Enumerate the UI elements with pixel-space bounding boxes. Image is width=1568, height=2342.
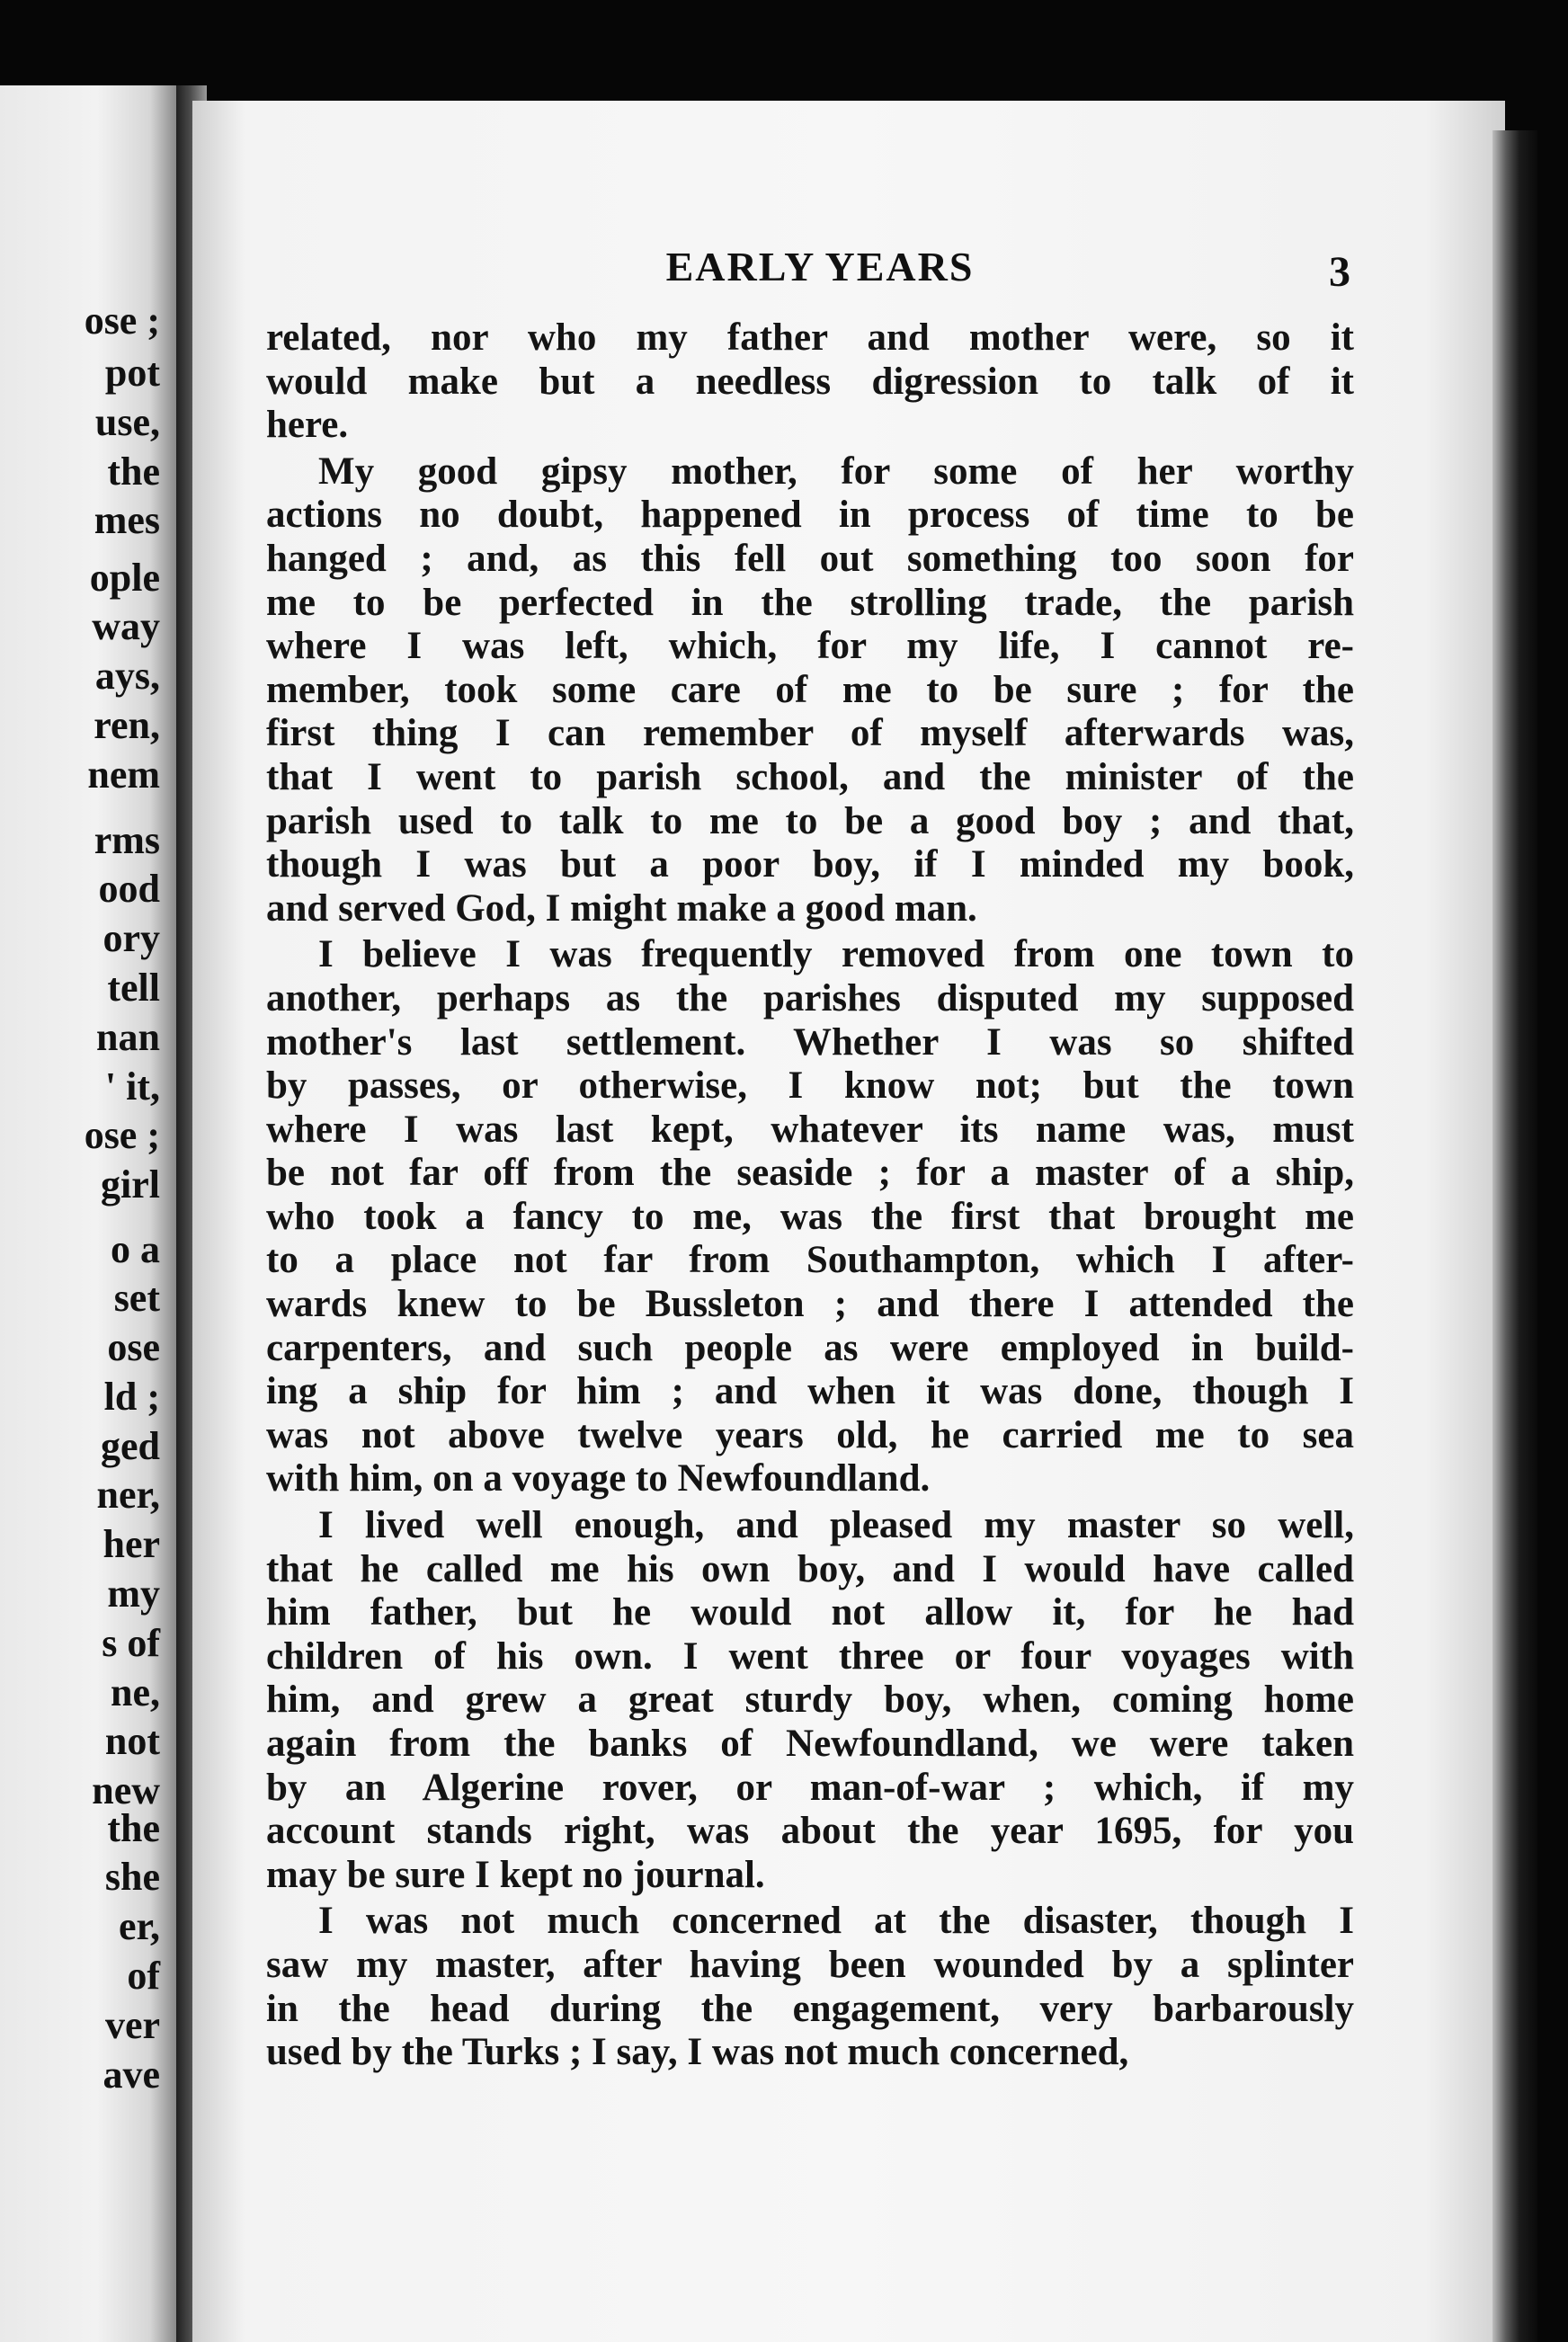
left-page-line: ays, — [94, 654, 160, 698]
text-line: him, and grew a great sturdy boy, when, coming home — [266, 1679, 1354, 1722]
text-line: with him, on a voyage to Newfoundland. — [266, 1457, 931, 1500]
left-page-line: o a — [111, 1227, 160, 1271]
left-page-line: pot — [104, 351, 160, 395]
left-page-line: mes — [94, 498, 160, 542]
text-line: here. — [266, 404, 349, 447]
text-line: wards knew to be Bussleton ; and there I attended the — [266, 1283, 1354, 1326]
left-page-line: the — [107, 1806, 160, 1850]
left-page-line: ' it, — [104, 1064, 160, 1109]
left-page-line: ld ; — [103, 1375, 160, 1419]
text-line: him father, but he would not allow it, for he had — [266, 1591, 1354, 1634]
left-page-fragment — [0, 85, 176, 2342]
text-line: in the head during the engagement, very barbarously — [266, 1987, 1354, 2030]
text-line: children of his own. I went three or four voyages with — [266, 1634, 1354, 1678]
text-line: ing a ship for him ; and when it was done, though I — [266, 1370, 1354, 1413]
left-page-line: new — [92, 1768, 160, 1812]
left-page-line: the — [107, 450, 160, 494]
text-line: may be sure I kept no journal. — [266, 1853, 765, 1896]
text-line: first thing I can remember of myself afterwards was, — [266, 712, 1354, 755]
left-page-line: er, — [118, 1904, 160, 1948]
left-page-line: nan — [96, 1015, 160, 1059]
text-line: be not far off from the seaside ; for a master of a ship, — [266, 1152, 1354, 1195]
text-line: carpenters, and such people as were employed in build- — [266, 1326, 1354, 1369]
left-page-line: ose ; — [84, 1113, 160, 1157]
left-page-line: rms — [94, 818, 160, 862]
left-page-line: not — [104, 1719, 160, 1763]
left-page-line: use, — [94, 400, 160, 444]
left-page-line: nem — [87, 752, 160, 797]
text-line: related, nor who my father and mother were, so it — [266, 316, 1354, 359]
text-line: I believe I was frequently removed from one town to — [318, 933, 1354, 976]
text-line: was not above twelve years old, he carried me to sea — [266, 1413, 1354, 1456]
text-line: and served God, I might make a good man. — [266, 886, 977, 930]
text-line: another, perhaps as the parishes disputed my supposed — [266, 976, 1354, 1020]
text-line: by an Algerine rover, or man-of-war ; which, if my — [266, 1766, 1354, 1809]
left-page-line: ose ; — [84, 298, 160, 343]
paragraph — [266, 316, 1354, 448]
text-line: where I was last kept, whatever its name was, must — [266, 1108, 1354, 1151]
text-line: used by the Turks ; I say, I was not much concerned, — [266, 2031, 1129, 2074]
left-page-line: ave — [102, 2053, 160, 2097]
left-page-line: ose — [107, 1325, 160, 1369]
left-page-line: ner, — [96, 1473, 160, 1517]
text-line: I was not much concerned at the disaster, though I — [318, 1900, 1354, 1943]
text-line: saw my master, after having been wounded by a splinter — [266, 1943, 1354, 1986]
paragraph — [266, 450, 1354, 931]
text-line: parish used to talk to me to be a good boy ; and that, — [266, 799, 1354, 842]
left-page-line: tell — [107, 966, 160, 1010]
text-line: though I was but a poor boy, if I minded my book, — [266, 843, 1354, 886]
left-page-line: her — [102, 1522, 160, 1566]
text-line: would make but a needless digression to talk of it — [266, 360, 1354, 403]
text-line: by passes, or otherwise, I know not; but the town — [266, 1064, 1354, 1108]
left-page-line: ople — [89, 556, 160, 600]
left-page-line: ory — [102, 916, 160, 960]
body-text — [266, 316, 1354, 2078]
paragraph — [266, 1900, 1354, 2074]
text-line: actions no doubt, happened in process of time to be — [266, 494, 1354, 537]
left-page-line: ren, — [94, 703, 160, 747]
left-page-line: ged — [101, 1424, 160, 1468]
text-line: that he called me his own boy, and I would have called — [266, 1547, 1354, 1590]
paragraph — [266, 933, 1354, 1501]
text-line: me to be perfected in the strolling trade, the parish — [266, 581, 1354, 624]
text-line: I lived well enough, and pleased my master so well, — [318, 1504, 1354, 1547]
page-edge-shadow — [1492, 130, 1537, 2342]
left-page-line: my — [107, 1572, 160, 1616]
text-line: member, took some care of me to be sure ; for the — [266, 668, 1354, 711]
left-page-line: ood — [98, 867, 160, 911]
left-page-line: she — [104, 1855, 160, 1899]
left-page-line: ne, — [111, 1670, 160, 1714]
page-number: 3 — [1329, 248, 1350, 296]
text-line: to a place not far from Southampton, which I after- — [266, 1239, 1354, 1282]
text-line: My good gipsy mother, for some of her worthy — [318, 450, 1354, 493]
left-page-line: set — [113, 1276, 160, 1320]
text-line: mother's last settlement. Whether I was so shifted — [266, 1020, 1354, 1064]
left-page-line: girl — [101, 1162, 160, 1207]
text-line: where I was left, which, for my life, I cannot re- — [266, 625, 1354, 668]
left-page-line: ver — [104, 2003, 160, 2047]
left-page-line: s of — [102, 1621, 160, 1665]
paragraph — [266, 1504, 1354, 1897]
left-page-line: way — [92, 604, 160, 648]
left-page-line: of — [127, 1954, 160, 1998]
text-line: hanged ; and, as this fell out something too soon for — [266, 537, 1354, 580]
text-line: who took a fancy to me, was the first that brought me — [266, 1195, 1354, 1238]
text-line: again from the banks of Newfoundland, we were taken — [266, 1723, 1354, 1765]
text-line: that I went to parish school, and the minister of the — [266, 755, 1354, 798]
text-line: account stands right, was about the year 1695, for you — [266, 1810, 1354, 1853]
running-head: EARLY YEARS — [665, 244, 975, 289]
